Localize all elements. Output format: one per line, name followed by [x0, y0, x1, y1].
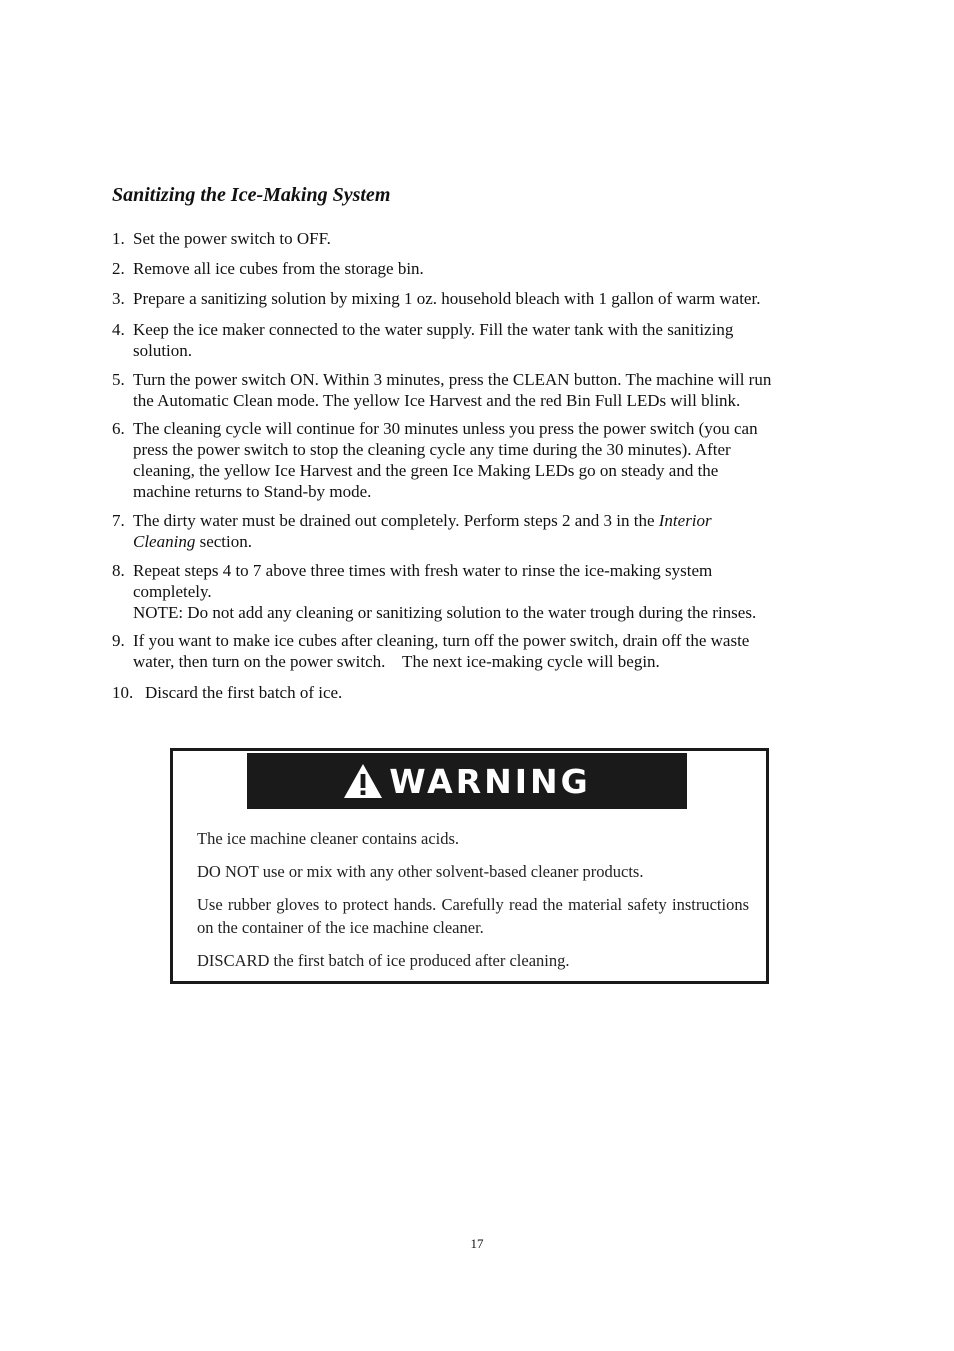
section-reference: Cleaning	[133, 532, 196, 551]
step-text-line: the Automatic Clean mode. The yellow Ice Harvest and the red Bin Full LEDs will blink.	[133, 391, 741, 410]
step-text-line: water, then turn on the power switch. The next ice-making cycle will begin.	[133, 652, 660, 671]
step-text: Discard the first batch of ice.	[145, 683, 343, 702]
step-number: 2.	[112, 259, 125, 278]
warning-line: DO NOT use or mix with any other solvent-based cleaner products.	[197, 862, 644, 881]
step-number: 3.	[112, 289, 125, 308]
step-text-line: machine returns to Stand-by mode.	[133, 482, 372, 501]
step-text-line: cleaning, the yellow Ice Harvest and the green Ice Making LEDs go on steady and the	[133, 461, 719, 480]
step-text-line: press the power switch to stop the cleaning cycle any time during the 30 minutes). After	[133, 440, 731, 459]
warning-title: WARNING	[389, 761, 591, 801]
step-number: 9.	[112, 631, 125, 650]
step-number: 5.	[112, 370, 125, 389]
step-text-line: completely.	[133, 582, 212, 601]
warning-line: Use rubber gloves to protect hands. Carefully read the material safety instructions on the container of the ice machine cleaner.	[197, 895, 749, 937]
list-item	[112, 288, 842, 309]
step-text: Remove all ice cubes from the storage bin.	[133, 259, 424, 278]
step-text-line: solution.	[133, 341, 193, 360]
page-number: 17	[470, 1236, 484, 1251]
step-text-line: If you want to make ice cubes after cleaning, turn off the power switch, drain off the waste	[133, 631, 750, 650]
step-text-line: Repeat steps 4 to 7 above three times with fresh water to rinse the ice-making system	[133, 561, 713, 580]
warning-banner	[247, 753, 687, 809]
list-item	[112, 418, 842, 502]
section-title: Sanitizing the Ice-Making System	[112, 184, 391, 206]
step-text-line: Keep the ice maker connected to the water supply. Fill the water tank with the sanitizing	[133, 320, 734, 339]
list-item	[112, 228, 842, 249]
step-text: section.	[195, 532, 252, 551]
section-reference: Interior	[658, 511, 712, 530]
step-text-line: The cleaning cycle will continue for 30 minutes unless you press the power switch (you can	[133, 419, 758, 438]
step-number: 6.	[112, 419, 125, 438]
step-note: NOTE: Do not add any cleaning or sanitizing solution to the water trough during the rinses.	[133, 603, 757, 622]
list-item	[112, 369, 842, 411]
sanitizing-steps-list	[112, 228, 842, 703]
step-text-line: Turn the power switch ON. Within 3 minutes, press the CLEAN button. The machine will run	[133, 370, 772, 389]
warning-text	[197, 827, 749, 972]
warning-box	[170, 748, 769, 984]
list-item	[112, 682, 842, 703]
list-item	[112, 560, 842, 623]
warning-triangle-icon	[343, 763, 383, 799]
step-text: Prepare a sanitizing solution by mixing 1 oz. household bleach with 1 gallon of warm water.	[133, 289, 761, 308]
warning-line: The ice machine cleaner contains acids.	[197, 829, 460, 848]
step-number: 7.	[112, 511, 125, 530]
step-text: Set the power switch to OFF.	[133, 229, 331, 248]
warning-line: DISCARD the first batch of ice produced after cleaning.	[197, 951, 570, 970]
list-item	[112, 258, 842, 279]
step-number: 4.	[112, 320, 125, 339]
step-number: 1.	[112, 229, 125, 248]
step-text: The dirty water must be drained out completely. Perform steps 2 and 3 in the	[133, 511, 659, 530]
step-number: 10.	[112, 683, 134, 702]
list-item	[112, 630, 842, 672]
step-number: 8.	[112, 561, 125, 580]
list-item	[112, 319, 842, 361]
list-item	[112, 510, 842, 552]
